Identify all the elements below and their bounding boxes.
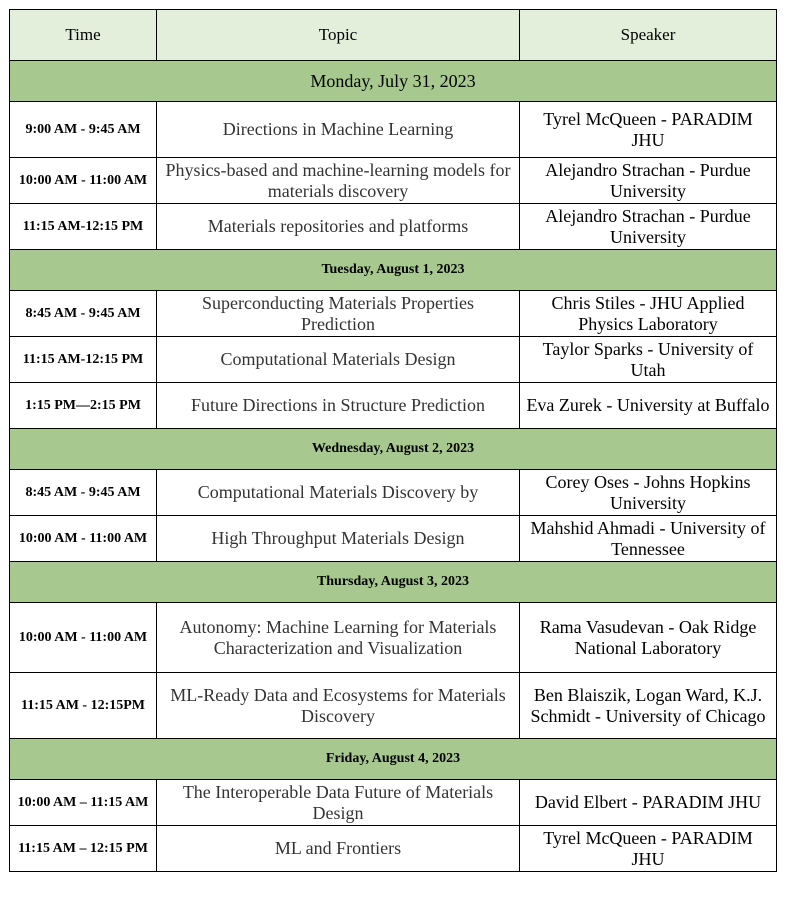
session-speaker: Taylor Sparks - University of Utah: [520, 337, 777, 383]
session-topic: High Throughput Materials Design: [157, 516, 520, 562]
session-row: [10, 383, 777, 429]
session-speaker: Corey Oses - Johns Hopkins University: [520, 470, 777, 516]
session-topic: Computational Materials Discovery by: [157, 470, 520, 516]
day-label: Tuesday, August 1, 2023: [10, 250, 777, 291]
header-topic: Topic: [157, 10, 520, 61]
session-topic: Future Directions in Structure Prediction: [157, 383, 520, 429]
header-time: Time: [10, 10, 157, 61]
day-label: Friday, August 4, 2023: [10, 739, 777, 780]
session-topic: Superconducting Materials Properties Prediction: [157, 291, 520, 337]
session-topic: Computational Materials Design: [157, 337, 520, 383]
day-label: Thursday, August 3, 2023: [10, 562, 777, 603]
session-time: 10:00 AM - 11:00 AM: [10, 603, 157, 673]
session-speaker: Mahshid Ahmadi - University of Tennessee: [520, 516, 777, 562]
session-row: [10, 102, 777, 158]
session-speaker: Alejandro Strachan - Purdue University: [520, 158, 777, 204]
session-time: 8:45 AM - 9:45 AM: [10, 470, 157, 516]
session-speaker: Rama Vasudevan - Oak Ridge National Laboratory: [520, 603, 777, 673]
day-row: [10, 250, 777, 291]
day-row: [10, 429, 777, 470]
session-speaker: Chris Stiles - JHU Applied Physics Laboratory: [520, 291, 777, 337]
session-topic: Directions in Machine Learning: [157, 102, 520, 158]
header-row: [10, 10, 777, 61]
session-row: [10, 603, 777, 673]
schedule-body: [10, 61, 777, 872]
session-time: 11:15 AM - 12:15PM: [10, 673, 157, 739]
session-speaker: Eva Zurek - University at Buffalo: [520, 383, 777, 429]
session-row: [10, 516, 777, 562]
session-row: [10, 826, 777, 872]
session-row: [10, 158, 777, 204]
session-row: [10, 204, 777, 250]
session-topic: ML-Ready Data and Ecosystems for Materials Discovery: [157, 673, 520, 739]
session-row: [10, 337, 777, 383]
session-time: 10:00 AM – 11:15 AM: [10, 780, 157, 826]
session-speaker: Tyrel McQueen - PARADIM JHU: [520, 102, 777, 158]
session-time: 8:45 AM - 9:45 AM: [10, 291, 157, 337]
session-speaker: Alejandro Strachan - Purdue University: [520, 204, 777, 250]
session-row: [10, 470, 777, 516]
session-topic: The Interoperable Data Future of Materials Design: [157, 780, 520, 826]
session-topic: Autonomy: Machine Learning for Materials Characterization and Visualization: [157, 603, 520, 673]
session-row: [10, 780, 777, 826]
session-time: 9:00 AM - 9:45 AM: [10, 102, 157, 158]
session-time: 10:00 AM - 11:00 AM: [10, 516, 157, 562]
session-row: [10, 291, 777, 337]
session-time: 1:15 PM—2:15 PM: [10, 383, 157, 429]
day-row: [10, 739, 777, 780]
session-topic: Physics-based and machine-learning models for materials discovery: [157, 158, 520, 204]
day-label: Wednesday, August 2, 2023: [10, 429, 777, 470]
session-time: 10:00 AM - 11:00 AM: [10, 158, 157, 204]
session-time: 11:15 AM-12:15 PM: [10, 337, 157, 383]
session-topic: Materials repositories and platforms: [157, 204, 520, 250]
day-label: Monday, July 31, 2023: [10, 61, 777, 102]
day-row: [10, 61, 777, 102]
session-time: 11:15 AM-12:15 PM: [10, 204, 157, 250]
header-speaker: Speaker: [520, 10, 777, 61]
schedule-table: [9, 9, 777, 872]
day-row: [10, 562, 777, 603]
session-speaker: David Elbert - PARADIM JHU: [520, 780, 777, 826]
session-topic: ML and Frontiers: [157, 826, 520, 872]
session-speaker: Tyrel McQueen - PARADIM JHU: [520, 826, 777, 872]
session-speaker: Ben Blaiszik, Logan Ward, K.J. Schmidt - University of Chicago: [520, 673, 777, 739]
session-time: 11:15 AM – 12:15 PM: [10, 826, 157, 872]
session-row: [10, 673, 777, 739]
